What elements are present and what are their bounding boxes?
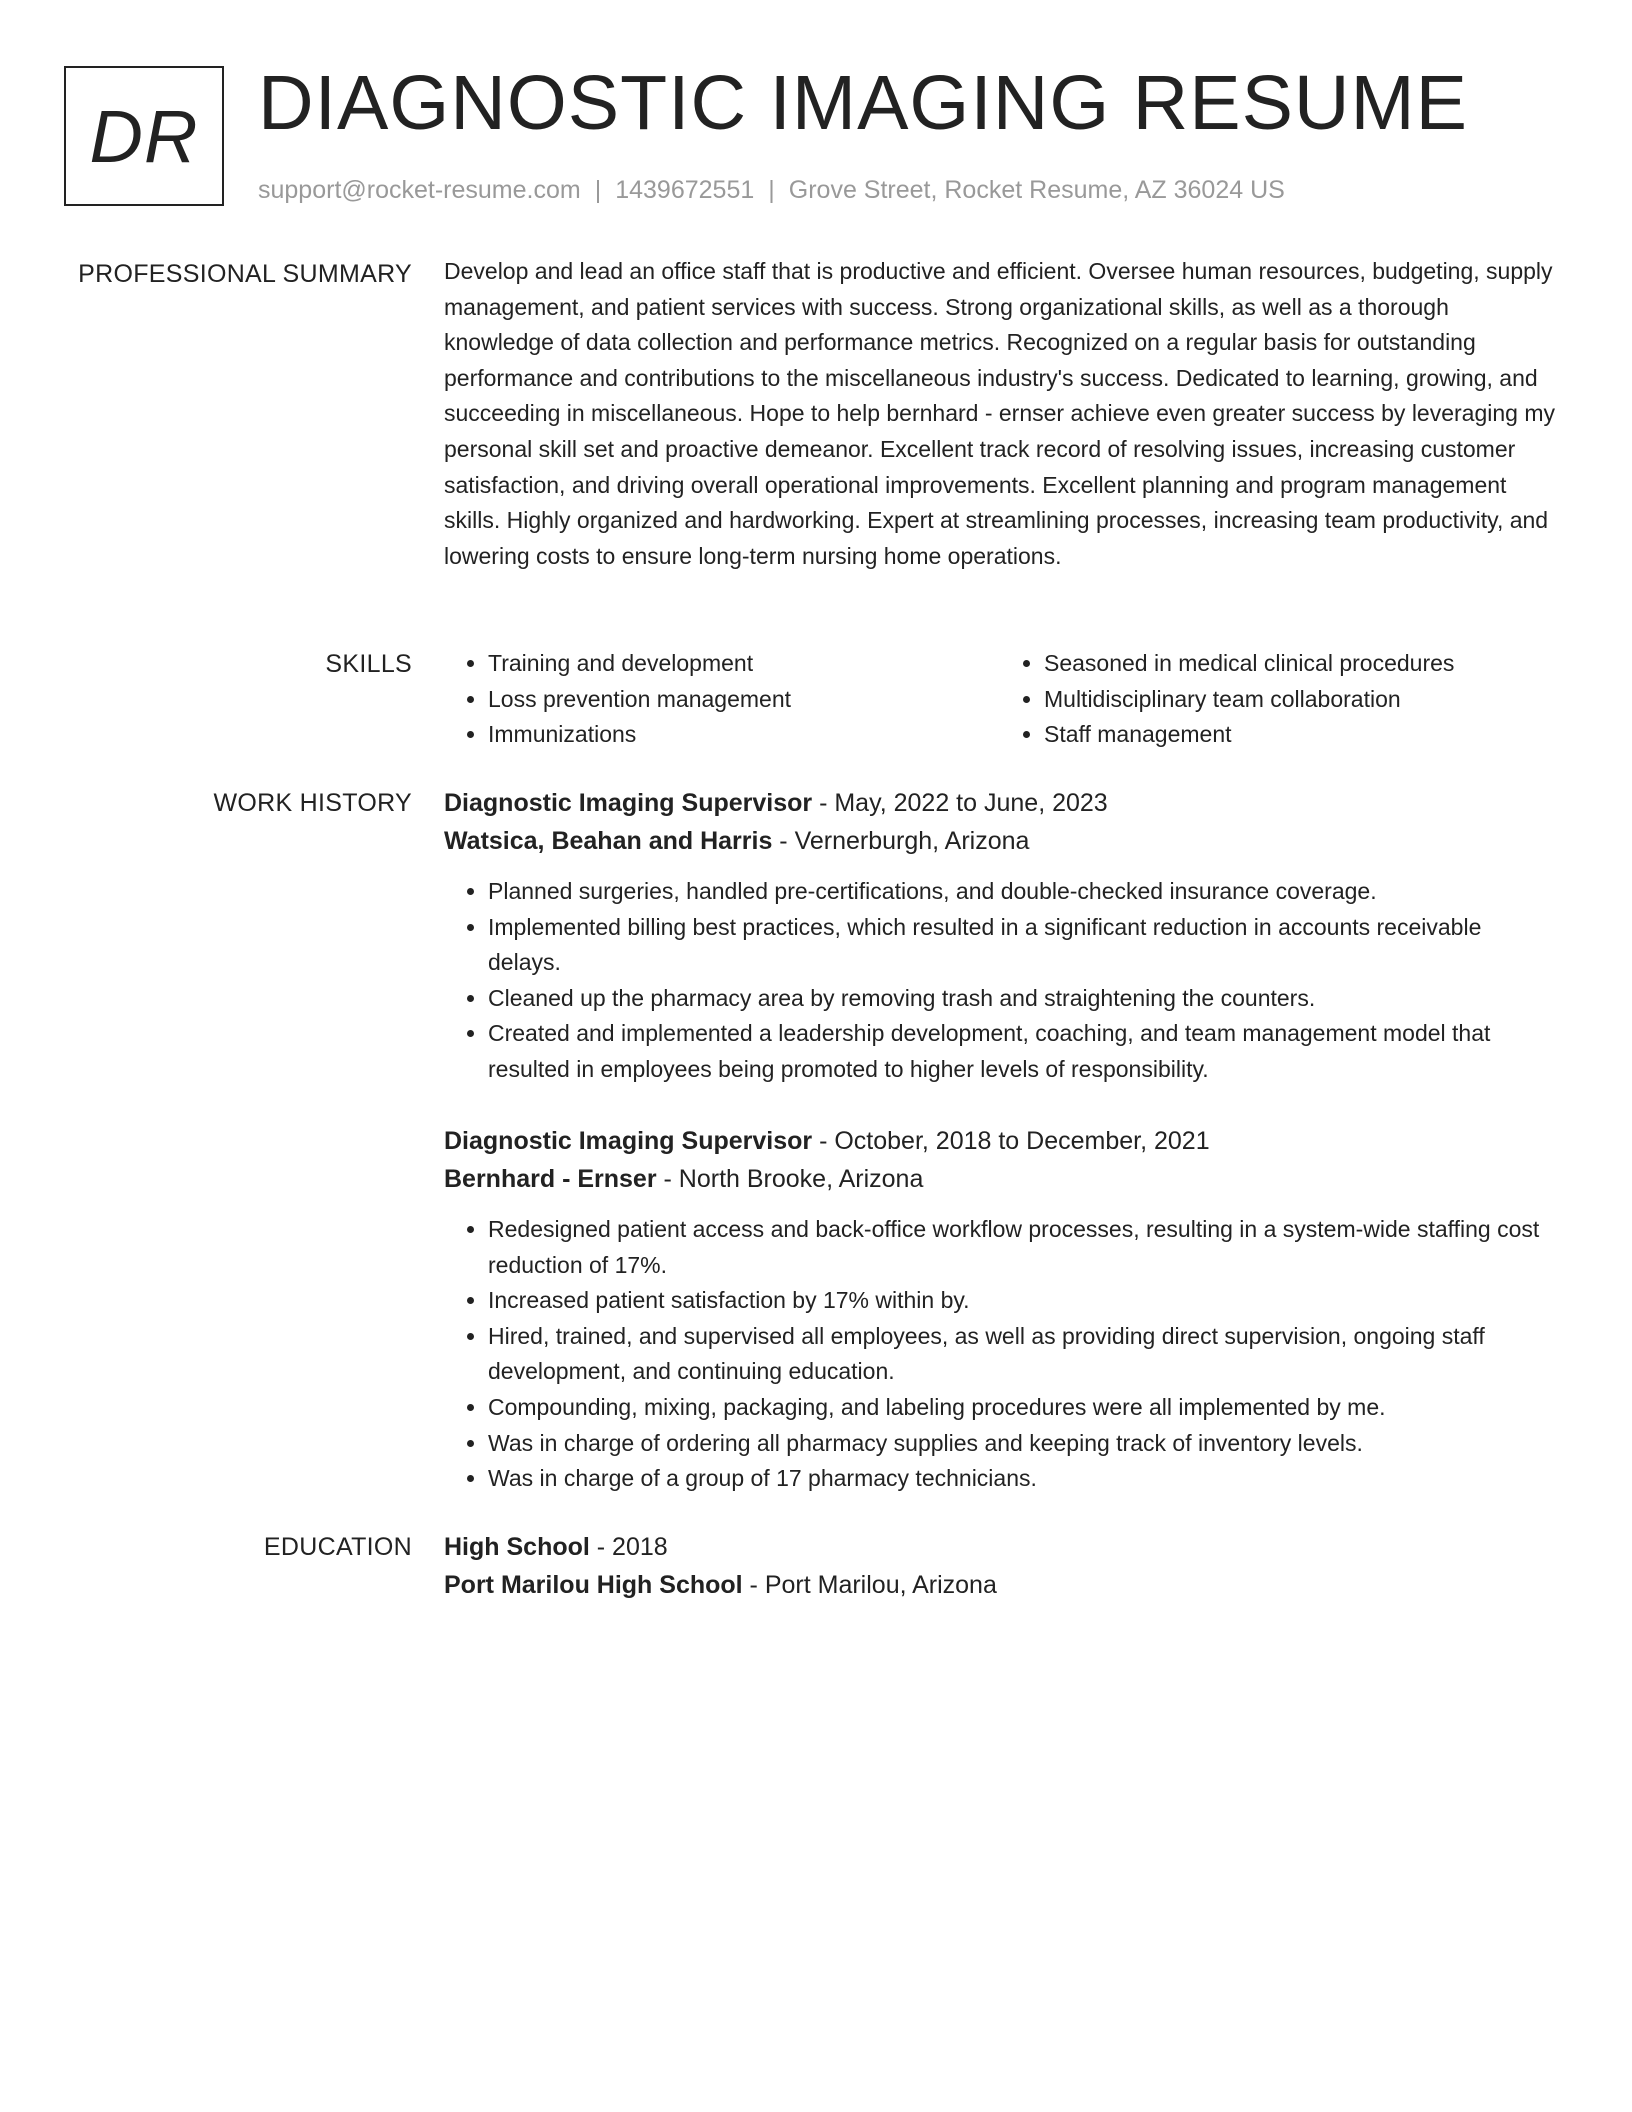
job-bullet: • Created and implemented a leadership development, coaching, and team management model that resulted in employees being promoted to higher levels of responsibility.	[488, 1016, 1556, 1087]
contact-email[interactable]: support@rocket-resume.com	[258, 176, 581, 204]
job-bullet: • Was in charge of a group of 17 pharmacy technicians.	[488, 1461, 1556, 1497]
job-bullet: • Planned surgeries, handled pre-certifications, and double-checked insurance coverage.	[488, 874, 1556, 910]
job-bullet: • Cleaned up the pharmacy area by removing trash and straightening the counters.	[488, 981, 1556, 1017]
education-degree: High School	[444, 1533, 590, 1561]
skills-body	[444, 646, 1556, 753]
job-company-line	[444, 1160, 1556, 1198]
job-bullet: • Compounding, mixing, packaging, and labeling procedures were all implemented by me.	[488, 1390, 1556, 1426]
education-body	[444, 1528, 1556, 1604]
job-dates: - October, 2018 to December, 2021	[812, 1127, 1210, 1155]
contact-address: Grove Street, Rocket Resume, AZ 36024 US	[788, 176, 1285, 204]
skills-left-list	[444, 646, 1000, 753]
job-bullets	[444, 1212, 1556, 1497]
monogram-initials: DR	[89, 94, 199, 178]
skill-item: • Training and development	[488, 646, 1000, 682]
contact-line	[258, 172, 1285, 208]
job-bullet: • Increased patient satisfaction by 17% within by.	[488, 1283, 1556, 1319]
education-school-line	[444, 1566, 1556, 1604]
education-school: Port Marilou High School	[444, 1571, 743, 1599]
job-title: Diagnostic Imaging Supervisor	[444, 789, 813, 817]
job-location: - North Brooke, Arizona	[656, 1165, 924, 1193]
monogram-box	[64, 66, 224, 206]
contact-separator: |	[768, 176, 775, 204]
summary-heading: PROFESSIONAL SUMMARY	[78, 260, 412, 288]
job-company-line	[444, 822, 1556, 860]
skills-right-list	[1000, 646, 1556, 753]
job-location: - Vernerburgh, Arizona	[772, 827, 1030, 855]
job-bullet: • Was in charge of ordering all pharmacy supplies and keeping track of inventory levels.	[488, 1426, 1556, 1462]
job-company: Watsica, Beahan and Harris	[444, 827, 773, 855]
contact-phone[interactable]: 1439672551	[615, 176, 755, 204]
summary-body	[444, 254, 1556, 574]
job-dates: - May, 2022 to June, 2023	[812, 789, 1108, 817]
job-title-line	[444, 1122, 1556, 1160]
contact-separator: |	[594, 176, 602, 204]
job-bullet: • Hired, trained, and supervised all employees, as well as providing direct supervision, ongoing staff development, and continuing education.	[488, 1319, 1556, 1390]
skill-item: • Multidisciplinary team collaboration	[1044, 682, 1556, 718]
skill-item: • Seasoned in medical clinical procedures	[1044, 646, 1556, 682]
education-year: - 2018	[589, 1533, 668, 1561]
job-title-line	[444, 784, 1556, 822]
education-heading: EDUCATION	[263, 1533, 412, 1561]
job-entry	[444, 1122, 1556, 1497]
summary-text: Develop and lead an office staff that is productive and efficient. Oversee human resources, budgeting, supply management, and patient services with success. Strong organizational skills, as well as a thorough knowledge of data collection and performance metrics. Recognized on a regular basis for outstanding performance and contributions to the miscellaneous industry's success. Dedicated to learning, growing, and succeeding in miscellaneous. Hope to help bernhard - ernser achieve even greater success by leveraging my personal skill set and proactive demeanor. Excellent track record of resolving issues, increasing customer satisfaction, and driving overall operational improvements. Excellent planning and program management skills. Highly organized and hardworking. Expert at streamlining processes, increasing team productivity, and lowering costs to ensure long-term nursing home operations.	[444, 258, 1555, 569]
skills-heading: SKILLS	[325, 650, 412, 678]
job-entry	[444, 784, 1556, 1088]
skill-item: • Loss prevention management	[488, 682, 1000, 718]
work-history-heading: WORK HISTORY	[213, 789, 412, 817]
job-bullet: • Redesigned patient access and back-office workflow processes, resulting in a system-wide staffing cost reduction of 17%.	[488, 1212, 1556, 1283]
skill-item: • Staff management	[1044, 717, 1556, 753]
resume-title: DIAGNOSTIC IMAGING RESUME	[258, 60, 1469, 146]
skill-item: • Immunizations	[488, 717, 1000, 753]
job-company: Bernhard - Ernser	[444, 1165, 657, 1193]
job-title: Diagnostic Imaging Supervisor	[444, 1127, 813, 1155]
skills-grid	[444, 646, 1556, 753]
education-degree-line	[444, 1528, 1556, 1566]
job-bullets	[444, 874, 1556, 1088]
education-location: - Port Marilou, Arizona	[742, 1571, 997, 1599]
job-bullet: • Implemented billing best practices, which resulted in a significant reduction in accounts receivable delays.	[488, 910, 1556, 981]
